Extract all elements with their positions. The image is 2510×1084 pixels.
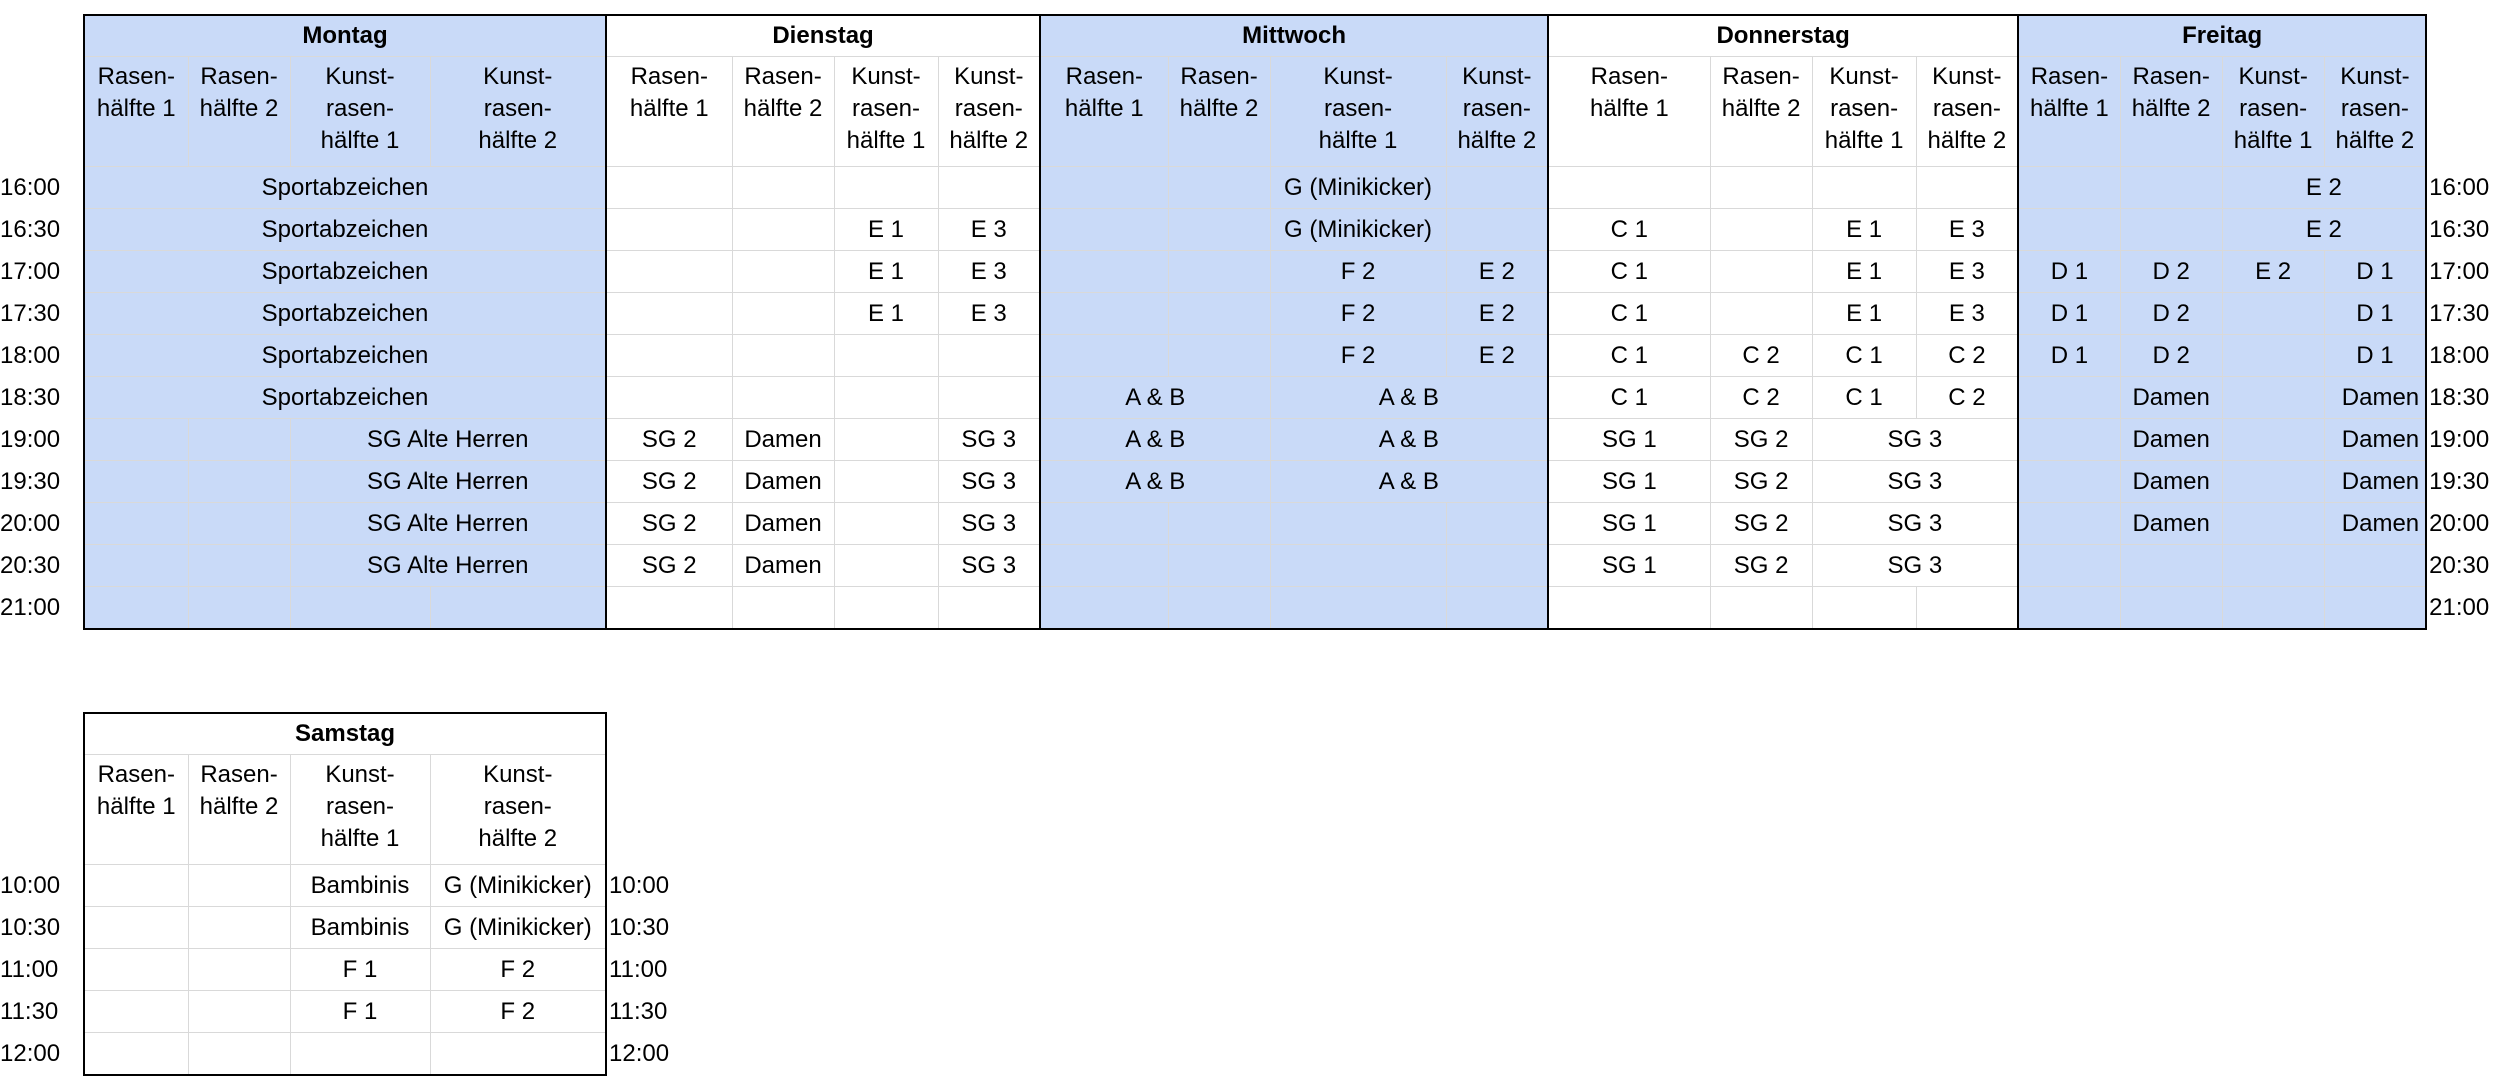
empty-cell bbox=[834, 419, 938, 461]
schedule-cell: Sportabzeichen bbox=[84, 209, 606, 251]
schedule-cell: G (Minikicker) bbox=[1270, 167, 1446, 209]
schedule-cell: SG 2 bbox=[1710, 545, 1812, 587]
field-header-4: Kunst- rasen- hälfte 2 bbox=[1446, 57, 1548, 167]
empty-cell bbox=[834, 461, 938, 503]
empty-cell bbox=[1548, 587, 1710, 630]
time-label-right: 20:30 bbox=[2426, 545, 2510, 587]
empty-cell bbox=[188, 419, 290, 461]
field-header-1: Rasen- hälfte 1 bbox=[1040, 57, 1168, 167]
day-header-donnerstag: Donnerstag bbox=[1548, 15, 2018, 57]
empty-cell bbox=[1168, 167, 1270, 209]
schedule-cell: E 3 bbox=[1916, 209, 2018, 251]
schedule-cell: SG Alte Herren bbox=[290, 503, 606, 545]
empty-cell bbox=[732, 209, 834, 251]
empty-cell bbox=[2018, 503, 2120, 545]
schedule-cell: G (Minikicker) bbox=[430, 865, 606, 907]
weekday-time-row bbox=[0, 377, 2510, 419]
schedule-cell: E 2 bbox=[1446, 251, 1548, 293]
schedule-cell: A & B bbox=[1270, 377, 1548, 419]
schedule-cell: Sportabzeichen bbox=[84, 251, 606, 293]
empty-cell bbox=[2018, 167, 2120, 209]
schedule-cell: SG 3 bbox=[938, 461, 1040, 503]
schedule-cell: F 2 bbox=[1270, 251, 1446, 293]
weekday-time-row bbox=[0, 293, 2510, 335]
empty-cell bbox=[2018, 377, 2120, 419]
empty-cell bbox=[606, 335, 732, 377]
schedule-cell: SG 3 bbox=[938, 419, 1040, 461]
empty-cell bbox=[188, 461, 290, 503]
empty-cell bbox=[1168, 545, 1270, 587]
schedule-cell: D 2 bbox=[2120, 293, 2222, 335]
empty-cell bbox=[1040, 545, 1168, 587]
schedule-cell: F 2 bbox=[1270, 335, 1446, 377]
schedule-cell: A & B bbox=[1040, 461, 1270, 503]
time-label-right: 11:30 bbox=[606, 991, 702, 1033]
schedule-cell: C 1 bbox=[1548, 209, 1710, 251]
weekday-time-row bbox=[0, 587, 2510, 630]
schedule-cell: SG 3 bbox=[938, 545, 1040, 587]
empty-cell bbox=[188, 949, 290, 991]
schedule-cell: F 1 bbox=[290, 991, 430, 1033]
schedule-cell: C 1 bbox=[1812, 377, 1916, 419]
empty-cell bbox=[2120, 545, 2222, 587]
empty-cell bbox=[2018, 419, 2120, 461]
schedule-cell: E 3 bbox=[1916, 293, 2018, 335]
schedule-cell: SG 2 bbox=[606, 419, 732, 461]
schedule-cell: Damen bbox=[732, 545, 834, 587]
field-header-1: Rasen- hälfte 1 bbox=[84, 57, 188, 167]
schedule-cell: SG 2 bbox=[606, 545, 732, 587]
empty-cell bbox=[1446, 209, 1548, 251]
schedule-cell: E 2 bbox=[1446, 293, 1548, 335]
weekday-time-row bbox=[0, 167, 2510, 209]
time-label-left: 11:30 bbox=[0, 991, 84, 1033]
schedule-cell: C 1 bbox=[1548, 335, 1710, 377]
schedule-cell: Sportabzeichen bbox=[84, 167, 606, 209]
empty-cell bbox=[1710, 587, 1812, 630]
empty-cell bbox=[290, 587, 430, 630]
corner-cell bbox=[606, 755, 702, 865]
empty-cell bbox=[2222, 545, 2324, 587]
empty-cell bbox=[732, 587, 834, 630]
field-header-2: Rasen- hälfte 2 bbox=[188, 57, 290, 167]
time-label-left: 19:00 bbox=[0, 419, 84, 461]
weekday-time-row bbox=[0, 461, 2510, 503]
schedule-cell: Sportabzeichen bbox=[84, 293, 606, 335]
field-header-3: Kunst- rasen- hälfte 1 bbox=[1270, 57, 1446, 167]
empty-cell bbox=[1812, 167, 1916, 209]
empty-cell bbox=[188, 991, 290, 1033]
empty-cell bbox=[1548, 167, 1710, 209]
saturday-time-row bbox=[0, 1033, 702, 1076]
field-header-2: Rasen- hälfte 2 bbox=[1710, 57, 1812, 167]
field-header-2: Rasen- hälfte 2 bbox=[188, 755, 290, 865]
schedule-cell: Damen bbox=[2120, 503, 2222, 545]
empty-cell bbox=[834, 335, 938, 377]
schedule-cell: Damen bbox=[2324, 419, 2426, 461]
empty-cell bbox=[1446, 503, 1548, 545]
empty-cell bbox=[430, 1033, 606, 1076]
empty-cell bbox=[938, 587, 1040, 630]
day-header-mittwoch: Mittwoch bbox=[1040, 15, 1548, 57]
schedule-cell: Damen bbox=[2324, 377, 2426, 419]
empty-cell bbox=[1040, 587, 1168, 630]
corner-cell bbox=[606, 713, 702, 755]
empty-cell bbox=[188, 907, 290, 949]
schedule-cell: Bambinis bbox=[290, 907, 430, 949]
time-label-right: 19:30 bbox=[2426, 461, 2510, 503]
time-label-right: 11:00 bbox=[606, 949, 702, 991]
time-label-right: 16:30 bbox=[2426, 209, 2510, 251]
time-label-left: 10:30 bbox=[0, 907, 84, 949]
empty-cell bbox=[2018, 545, 2120, 587]
field-header-2: Rasen- hälfte 2 bbox=[2120, 57, 2222, 167]
schedule-cell: G (Minikicker) bbox=[1270, 209, 1446, 251]
schedule-cell: F 2 bbox=[430, 991, 606, 1033]
schedule-cell: D 1 bbox=[2324, 335, 2426, 377]
empty-cell bbox=[732, 293, 834, 335]
empty-cell bbox=[1040, 167, 1168, 209]
empty-cell bbox=[188, 503, 290, 545]
empty-cell bbox=[834, 587, 938, 630]
empty-cell bbox=[84, 419, 188, 461]
empty-cell bbox=[834, 167, 938, 209]
corner-cell bbox=[0, 57, 84, 167]
empty-cell bbox=[1270, 587, 1446, 630]
schedule-cell: SG 3 bbox=[938, 503, 1040, 545]
empty-cell bbox=[2222, 335, 2324, 377]
schedule-cell: SG Alte Herren bbox=[290, 461, 606, 503]
empty-cell bbox=[84, 1033, 188, 1076]
schedule-cell: E 1 bbox=[1812, 293, 1916, 335]
empty-cell bbox=[938, 377, 1040, 419]
weekday-time-row bbox=[0, 545, 2510, 587]
field-header-3: Kunst- rasen- hälfte 1 bbox=[1812, 57, 1916, 167]
empty-cell bbox=[84, 865, 188, 907]
schedule-cell: F 2 bbox=[1270, 293, 1446, 335]
schedule-cell: SG 1 bbox=[1548, 503, 1710, 545]
corner-cell bbox=[0, 15, 84, 57]
schedule-cell: C 2 bbox=[1710, 377, 1812, 419]
time-label-right: 17:00 bbox=[2426, 251, 2510, 293]
empty-cell bbox=[1168, 293, 1270, 335]
schedule-cell: D 1 bbox=[2018, 293, 2120, 335]
empty-cell bbox=[938, 335, 1040, 377]
empty-cell bbox=[188, 545, 290, 587]
schedule-cell: SG Alte Herren bbox=[290, 419, 606, 461]
empty-cell bbox=[2018, 461, 2120, 503]
schedule-cell: E 3 bbox=[938, 209, 1040, 251]
time-label-left: 20:00 bbox=[0, 503, 84, 545]
schedule-cell: SG 3 bbox=[1812, 419, 2018, 461]
schedule-cell: SG 1 bbox=[1548, 419, 1710, 461]
empty-cell bbox=[1040, 335, 1168, 377]
schedule-cell: E 1 bbox=[834, 293, 938, 335]
empty-cell bbox=[84, 949, 188, 991]
time-label-left: 18:30 bbox=[0, 377, 84, 419]
time-label-left: 10:00 bbox=[0, 865, 84, 907]
schedule-cell: E 2 bbox=[2222, 167, 2426, 209]
day-header-samstag: Samstag bbox=[84, 713, 606, 755]
schedule-cell: Sportabzeichen bbox=[84, 335, 606, 377]
empty-cell bbox=[1446, 167, 1548, 209]
schedule-cell: D 2 bbox=[2120, 335, 2222, 377]
field-header-2: Rasen- hälfte 2 bbox=[732, 57, 834, 167]
schedule-cell: C 1 bbox=[1548, 251, 1710, 293]
schedule-cell: E 3 bbox=[938, 293, 1040, 335]
schedule-cell: E 1 bbox=[1812, 209, 1916, 251]
time-label-left: 16:00 bbox=[0, 167, 84, 209]
schedule-cell: E 3 bbox=[938, 251, 1040, 293]
empty-cell bbox=[1040, 209, 1168, 251]
corner-cell bbox=[0, 713, 84, 755]
empty-cell bbox=[1040, 251, 1168, 293]
schedule-cell: E 1 bbox=[834, 209, 938, 251]
time-label-right: 19:00 bbox=[2426, 419, 2510, 461]
weekday-time-row bbox=[0, 251, 2510, 293]
schedule-cell: Damen bbox=[732, 419, 834, 461]
schedule-cell: SG 2 bbox=[1710, 419, 1812, 461]
schedule-cell: Sportabzeichen bbox=[84, 377, 606, 419]
schedule-cell: Damen bbox=[2324, 461, 2426, 503]
empty-cell bbox=[84, 545, 188, 587]
schedule-cell: C 1 bbox=[1548, 293, 1710, 335]
empty-cell bbox=[1270, 545, 1446, 587]
saturday-time-row bbox=[0, 949, 702, 991]
schedule-cell: D 1 bbox=[2324, 251, 2426, 293]
weekday-schedule-table bbox=[0, 14, 2510, 630]
time-label-right: 21:00 bbox=[2426, 587, 2510, 630]
empty-cell bbox=[606, 167, 732, 209]
day-header-freitag: Freitag bbox=[2018, 15, 2426, 57]
schedule-cell: C 2 bbox=[1710, 335, 1812, 377]
empty-cell bbox=[1446, 587, 1548, 630]
field-header-1: Rasen- hälfte 1 bbox=[84, 755, 188, 865]
saturday-schedule-table bbox=[0, 712, 702, 1076]
schedule-cell: G (Minikicker) bbox=[430, 907, 606, 949]
time-label-left: 17:30 bbox=[0, 293, 84, 335]
schedule-cell: C 1 bbox=[1812, 335, 1916, 377]
empty-cell bbox=[188, 587, 290, 630]
schedule-cell: Damen bbox=[2324, 503, 2426, 545]
empty-cell bbox=[1446, 545, 1548, 587]
saturday-time-row bbox=[0, 991, 702, 1033]
time-label-right: 17:30 bbox=[2426, 293, 2510, 335]
schedule-cell: SG 3 bbox=[1812, 503, 2018, 545]
empty-cell bbox=[2222, 377, 2324, 419]
empty-cell bbox=[430, 587, 606, 630]
empty-cell bbox=[732, 167, 834, 209]
empty-cell bbox=[732, 335, 834, 377]
time-label-right: 10:00 bbox=[606, 865, 702, 907]
weekday-time-row bbox=[0, 335, 2510, 377]
time-label-left: 21:00 bbox=[0, 587, 84, 630]
empty-cell bbox=[2324, 587, 2426, 630]
empty-cell bbox=[606, 293, 732, 335]
empty-cell bbox=[1710, 251, 1812, 293]
empty-cell bbox=[606, 377, 732, 419]
schedule-cell: SG 2 bbox=[606, 461, 732, 503]
saturday-day-header-row bbox=[0, 713, 702, 755]
schedule-cell: Damen bbox=[2120, 419, 2222, 461]
schedule-cell: C 2 bbox=[1916, 377, 2018, 419]
empty-cell bbox=[84, 587, 188, 630]
empty-cell bbox=[834, 545, 938, 587]
empty-cell bbox=[1168, 209, 1270, 251]
schedule-cell: SG Alte Herren bbox=[290, 545, 606, 587]
field-header-1: Rasen- hälfte 1 bbox=[2018, 57, 2120, 167]
empty-cell bbox=[834, 377, 938, 419]
time-label-left: 20:30 bbox=[0, 545, 84, 587]
schedule-cell: SG 2 bbox=[1710, 461, 1812, 503]
empty-cell bbox=[84, 991, 188, 1033]
schedule-cell: Damen bbox=[2120, 377, 2222, 419]
schedule-cell: E 2 bbox=[1446, 335, 1548, 377]
time-label-right: 18:30 bbox=[2426, 377, 2510, 419]
empty-cell bbox=[84, 503, 188, 545]
empty-cell bbox=[1168, 251, 1270, 293]
time-label-left: 18:00 bbox=[0, 335, 84, 377]
empty-cell bbox=[1916, 167, 2018, 209]
empty-cell bbox=[2120, 587, 2222, 630]
time-label-left: 16:30 bbox=[0, 209, 84, 251]
empty-cell bbox=[188, 865, 290, 907]
empty-cell bbox=[732, 377, 834, 419]
schedule-cell: D 1 bbox=[2018, 335, 2120, 377]
schedule-cell: Damen bbox=[2120, 461, 2222, 503]
field-header-3: Kunst- rasen- hälfte 1 bbox=[290, 755, 430, 865]
empty-cell bbox=[1710, 209, 1812, 251]
day-header-montag: Montag bbox=[84, 15, 606, 57]
saturday-field-header-row bbox=[0, 755, 702, 865]
empty-cell bbox=[1710, 293, 1812, 335]
empty-cell bbox=[2120, 209, 2222, 251]
saturday-time-row bbox=[0, 865, 702, 907]
time-label-left: 11:00 bbox=[0, 949, 84, 991]
schedule-cell: F 1 bbox=[290, 949, 430, 991]
empty-cell bbox=[1040, 293, 1168, 335]
weekday-time-row bbox=[0, 209, 2510, 251]
empty-cell bbox=[1710, 167, 1812, 209]
schedule-cell: D 1 bbox=[2324, 293, 2426, 335]
field-header-3: Kunst- rasen- hälfte 1 bbox=[2222, 57, 2324, 167]
empty-cell bbox=[2324, 545, 2426, 587]
empty-cell bbox=[1168, 335, 1270, 377]
schedule-cell: Bambinis bbox=[290, 865, 430, 907]
empty-cell bbox=[1168, 503, 1270, 545]
empty-cell bbox=[2222, 419, 2324, 461]
empty-cell bbox=[290, 1033, 430, 1076]
empty-cell bbox=[2222, 461, 2324, 503]
field-header-2: Rasen- hälfte 2 bbox=[1168, 57, 1270, 167]
time-label-right: 10:30 bbox=[606, 907, 702, 949]
schedule-cell: SG 2 bbox=[1710, 503, 1812, 545]
empty-cell bbox=[1168, 587, 1270, 630]
field-header-1: Rasen- hälfte 1 bbox=[1548, 57, 1710, 167]
schedule-cell: E 2 bbox=[2222, 209, 2426, 251]
field-header-3: Kunst- rasen- hälfte 1 bbox=[290, 57, 430, 167]
weekday-day-header-row bbox=[0, 15, 2510, 57]
time-label-right: 20:00 bbox=[2426, 503, 2510, 545]
weekday-time-row bbox=[0, 419, 2510, 461]
field-header-4: Kunst- rasen- hälfte 2 bbox=[938, 57, 1040, 167]
empty-cell bbox=[2222, 503, 2324, 545]
empty-cell bbox=[1812, 587, 1916, 630]
empty-cell bbox=[188, 1033, 290, 1076]
empty-cell bbox=[2018, 209, 2120, 251]
schedule-cell: D 2 bbox=[2120, 251, 2222, 293]
schedule-cell: Damen bbox=[732, 503, 834, 545]
schedule-cell: C 1 bbox=[1548, 377, 1710, 419]
day-header-dienstag: Dienstag bbox=[606, 15, 1040, 57]
empty-cell bbox=[732, 251, 834, 293]
schedule-cell: A & B bbox=[1040, 377, 1270, 419]
corner-cell bbox=[0, 755, 84, 865]
empty-cell bbox=[1040, 503, 1168, 545]
time-label-right: 16:00 bbox=[2426, 167, 2510, 209]
corner-cell bbox=[2426, 57, 2510, 167]
schedule-cell: E 2 bbox=[2222, 251, 2324, 293]
schedule-cell: SG 1 bbox=[1548, 461, 1710, 503]
empty-cell bbox=[2018, 587, 2120, 630]
schedule-cell: A & B bbox=[1270, 461, 1548, 503]
empty-cell bbox=[1916, 587, 2018, 630]
field-header-4: Kunst- rasen- hälfte 2 bbox=[430, 57, 606, 167]
schedule-cell: SG 3 bbox=[1812, 461, 2018, 503]
empty-cell bbox=[834, 503, 938, 545]
schedule-cell: SG 1 bbox=[1548, 545, 1710, 587]
empty-cell bbox=[84, 907, 188, 949]
schedule-cell: E 3 bbox=[1916, 251, 2018, 293]
empty-cell bbox=[2222, 293, 2324, 335]
schedule-cell: E 1 bbox=[834, 251, 938, 293]
schedule-cell: F 2 bbox=[430, 949, 606, 991]
empty-cell bbox=[606, 587, 732, 630]
schedule-cell: D 1 bbox=[2018, 251, 2120, 293]
empty-cell bbox=[938, 167, 1040, 209]
empty-cell bbox=[84, 461, 188, 503]
empty-cell bbox=[2222, 587, 2324, 630]
field-header-4: Kunst- rasen- hälfte 2 bbox=[2324, 57, 2426, 167]
weekday-time-row bbox=[0, 503, 2510, 545]
corner-cell bbox=[2426, 15, 2510, 57]
schedule-cell: E 1 bbox=[1812, 251, 1916, 293]
empty-cell bbox=[2120, 167, 2222, 209]
schedule-cell: SG 2 bbox=[606, 503, 732, 545]
schedule-cell: C 2 bbox=[1916, 335, 2018, 377]
schedule-cell: A & B bbox=[1270, 419, 1548, 461]
schedule-cell: Damen bbox=[732, 461, 834, 503]
time-label-left: 19:30 bbox=[0, 461, 84, 503]
time-label-right: 18:00 bbox=[2426, 335, 2510, 377]
weekday-field-header-row bbox=[0, 57, 2510, 167]
time-label-left: 12:00 bbox=[0, 1033, 84, 1076]
schedule-cell: A & B bbox=[1040, 419, 1270, 461]
field-header-3: Kunst- rasen- hälfte 1 bbox=[834, 57, 938, 167]
field-header-1: Rasen- hälfte 1 bbox=[606, 57, 732, 167]
schedule-cell: SG 3 bbox=[1812, 545, 2018, 587]
field-header-4: Kunst- rasen- hälfte 2 bbox=[430, 755, 606, 865]
field-header-4: Kunst- rasen- hälfte 2 bbox=[1916, 57, 2018, 167]
time-label-right: 12:00 bbox=[606, 1033, 702, 1076]
time-label-left: 17:00 bbox=[0, 251, 84, 293]
empty-cell bbox=[606, 209, 732, 251]
empty-cell bbox=[606, 251, 732, 293]
saturday-time-row bbox=[0, 907, 702, 949]
empty-cell bbox=[1270, 503, 1446, 545]
